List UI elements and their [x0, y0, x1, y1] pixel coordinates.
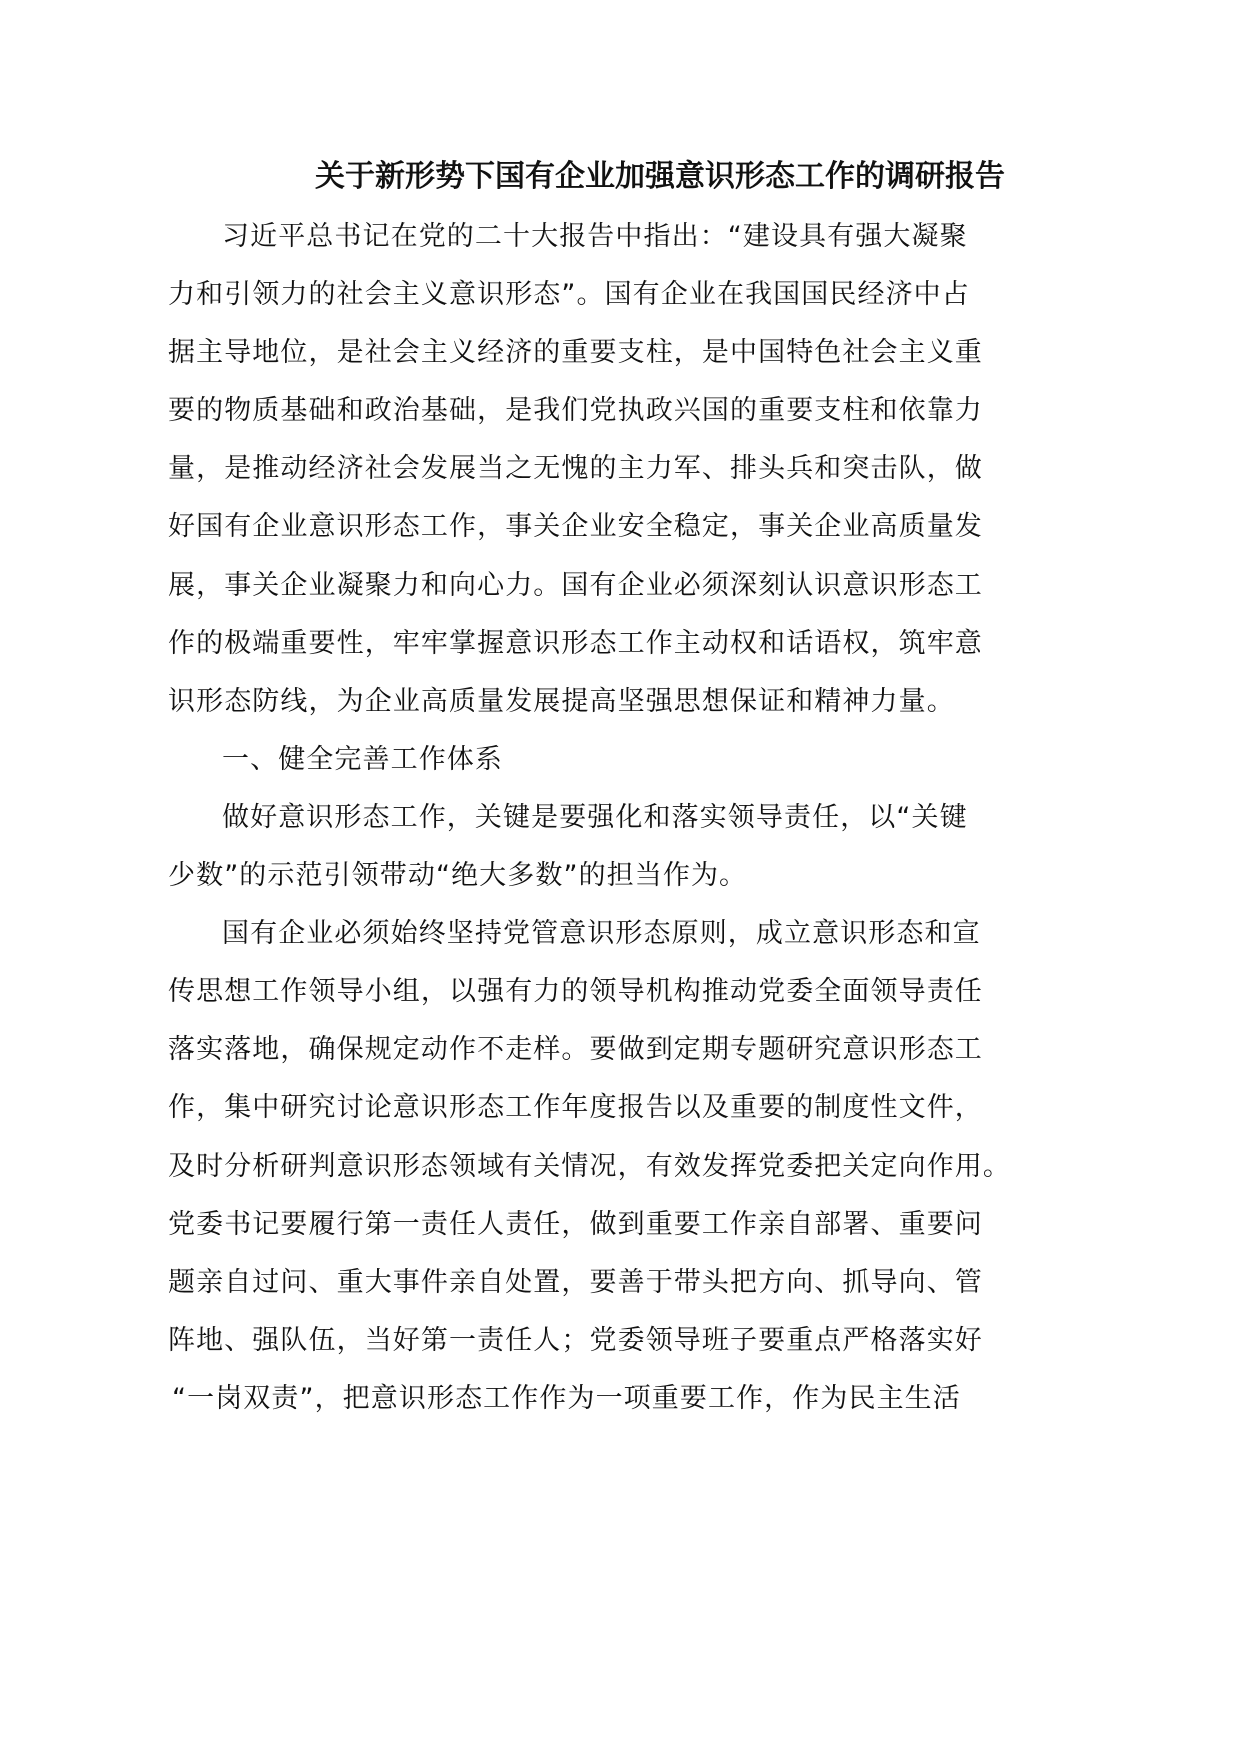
body-line: 量，是推动经济社会发展当之无愧的主力军、排头兵和突击队，做 — [168, 453, 983, 485]
body-line: “一岗双责”，把意识形态工作作为一项重要工作，作为民主生活 — [172, 1382, 961, 1414]
body-line: 做好意识形态工作，关键是要强化和落实领导责任，以“关键 — [222, 801, 968, 833]
body-line: 据主导地位，是社会主义经济的重要支柱，是中国特色社会主义重 — [168, 337, 983, 369]
body-line: 及时分析研判意识形态领域有关情况，有效发挥党委把关定向作用。 — [168, 1150, 1011, 1182]
document-title: 关于新形势下国有企业加强意识形态工作的调研报告 — [315, 159, 1005, 194]
body-line: 作，集中研究讨论意识形态工作年度报告以及重要的制度性文件， — [168, 1092, 983, 1124]
body-line: 党委书记要履行第一责任人责任，做到重要工作亲自部署、重要问 — [168, 1208, 983, 1240]
body-line: 要的物质基础和政治基础，是我们党执政兴国的重要支柱和依靠力 — [168, 395, 983, 427]
document-body — [168, 214, 1068, 1434]
body-line: 习近平总书记在党的二十大报告中指出：“建设具有强大凝聚 — [222, 221, 968, 252]
body-line: 力和引领力的社会主义意识形态”。国有企业在我国国民经济中占 — [168, 279, 970, 311]
body-line: 作的极端重要性，牢牢掌握意识形态工作主动权和话语权，筑牢意 — [168, 627, 983, 659]
body-line: 展，事关企业凝聚力和向心力。国有企业必须深刻认识意识形态工 — [168, 569, 983, 601]
body-line: 好国有企业意识形态工作，事关企业安全稳定，事关企业高质量发 — [168, 511, 983, 543]
body-line: 国有企业必须始终坚持党管意识形态原则，成立意识形态和宣 — [222, 918, 981, 950]
body-line: 题亲自过问、重大事件亲自处置，要善于带头把方向、抓导向、管 — [168, 1266, 983, 1298]
body-line: 落实落地，确保规定动作不走样。要做到定期专题研究意识形态工 — [168, 1034, 983, 1066]
body-line: 传思想工作领导小组，以强有力的领导机构推动党委全面领导责任 — [168, 976, 983, 1008]
body-line: 阵地、强队伍，当好第一责任人；党委领导班子要重点严格落实好 — [168, 1324, 983, 1356]
body-line: 识形态防线，为企业高质量发展提高坚强思想保证和精神力量。 — [168, 685, 955, 717]
section-heading: 一、健全完善工作体系 — [222, 743, 503, 775]
body-line: 少数”的示范引领带动“绝大多数”的担当作为。 — [168, 860, 748, 892]
